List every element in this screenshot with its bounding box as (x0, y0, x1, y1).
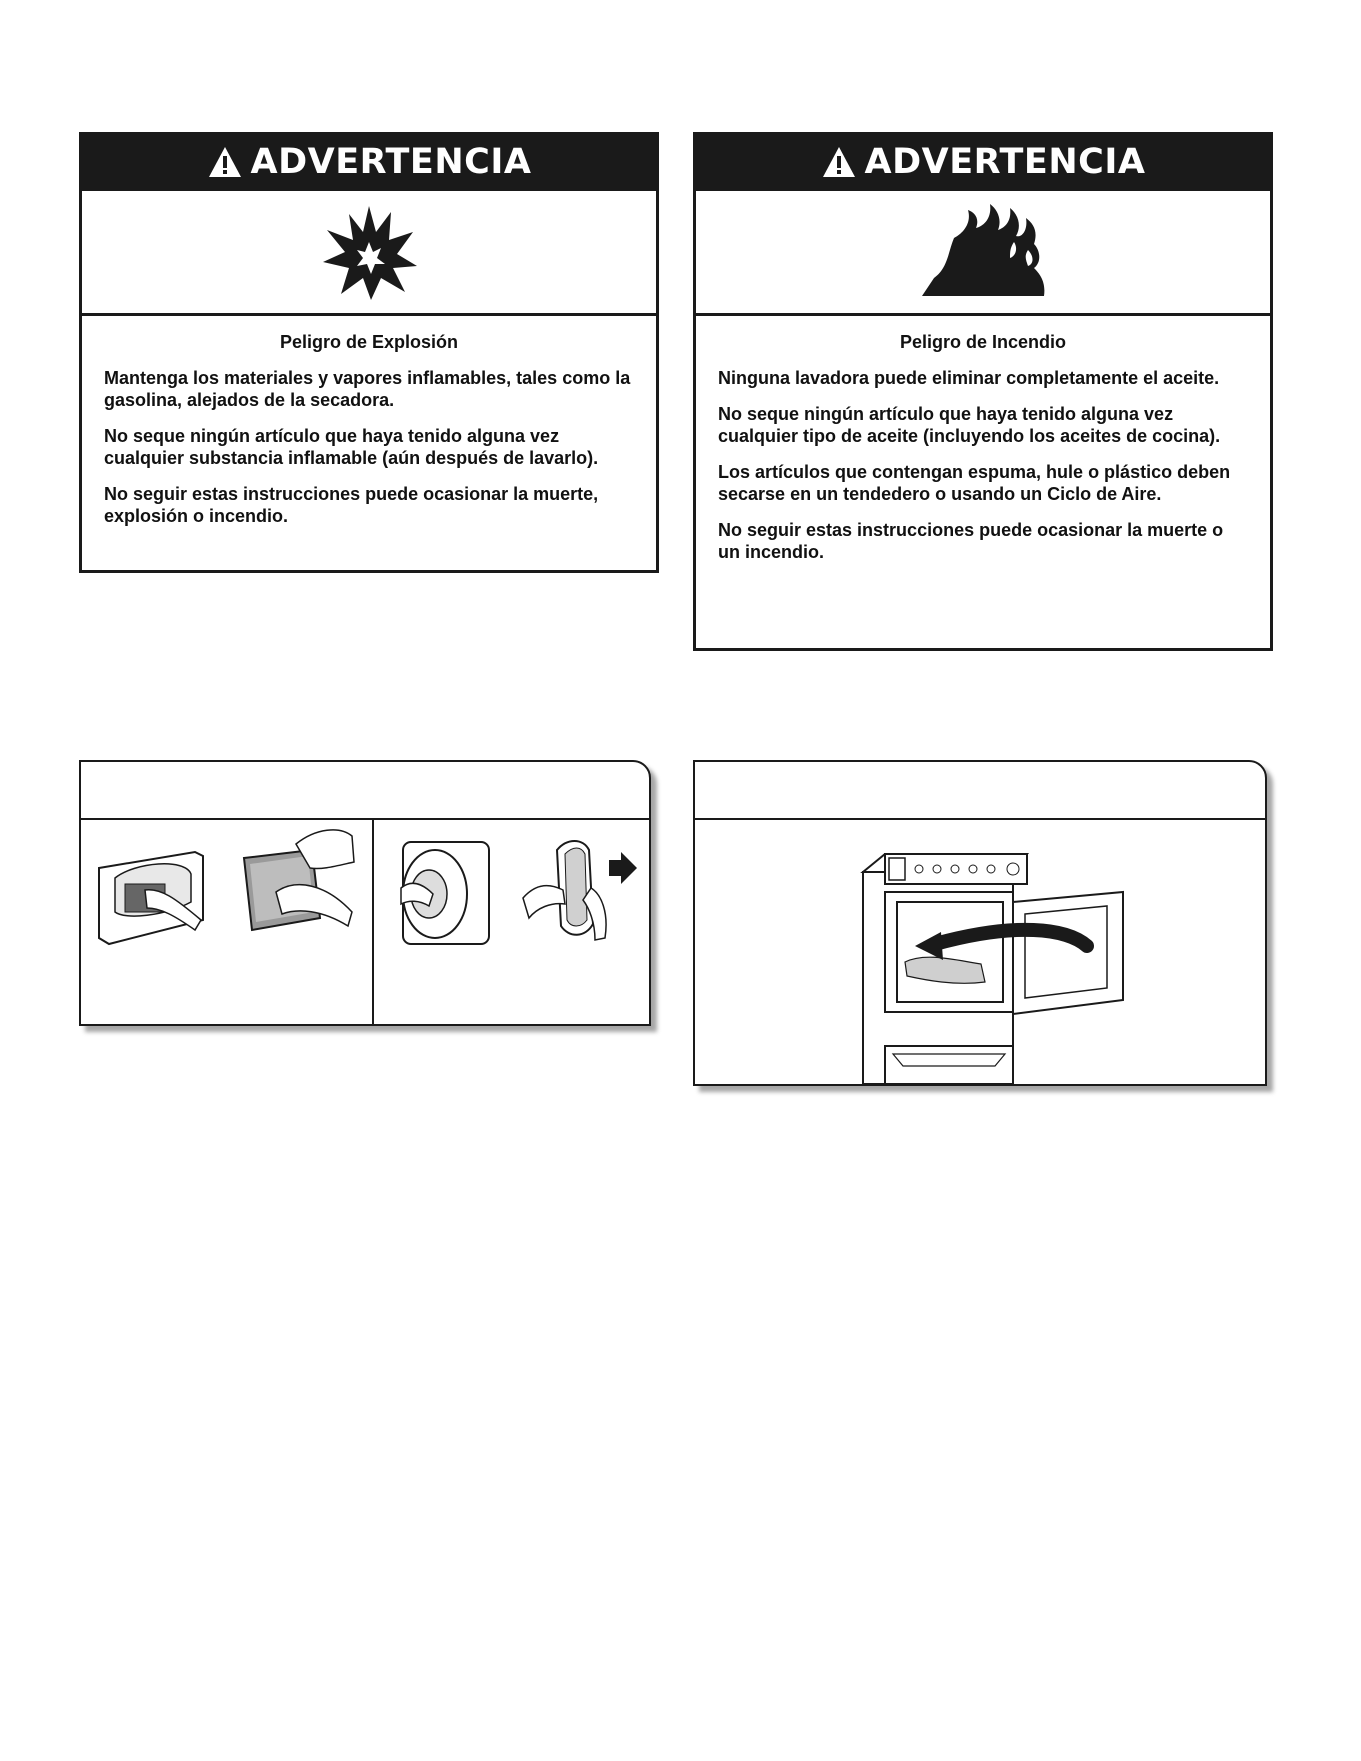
panel-header (81, 762, 649, 820)
lint-screen-cleaning-illustration (236, 822, 356, 952)
warning-paragraph: Ninguna lavadora puede eliminar completamente el aceite. (718, 368, 1220, 388)
stacked-dryer-illustration (855, 852, 1135, 1084)
warning-triangle-icon (207, 145, 243, 179)
warning-paragraph: No seque ningún artículo que haya tenido alguna vez cualquier tipo de aceite (incluyendo los aceites de cocina). (718, 404, 1221, 446)
warning-paragraph: No seque ningún artículo que haya tenido alguna vez cualquier substancia inflamable (aún después de lavarlo). (104, 426, 599, 468)
fire-icon (918, 202, 1048, 302)
warning-paragraph: Los artículos que contengan espuma, hule o plástico deben secarse en un tendedero o usando un Ciclo de Aire. (718, 462, 1231, 504)
lint-screen-removal-illustration (95, 838, 205, 948)
explosion-icon-area (82, 189, 656, 316)
warning-paragraph: Mantenga los materiales y vapores inflamables, tales como la gasolina, alejados de la secadora. (104, 368, 631, 410)
fire-icon-area (696, 189, 1270, 316)
warning-header (82, 135, 656, 189)
warning-box-explosion (79, 132, 659, 573)
warning-paragraph: No seguir estas instrucciones puede ocasionar la muerte o un incendio. (718, 520, 1224, 562)
warning-paragraph: No seguir estas instrucciones puede ocasionar la muerte, explosión o incendio. (104, 484, 599, 526)
warning-subtitle: Peligro de Incendio (899, 332, 1067, 352)
panel-header (695, 762, 1265, 820)
panel-divider (372, 820, 374, 1026)
warning-title: ADVERTENCIA (250, 142, 532, 182)
lint-screen-pull-illustration (521, 828, 641, 958)
warning-body (82, 316, 656, 549)
warning-header (696, 135, 1270, 189)
drum-lint-trap-illustration (399, 838, 495, 950)
warning-box-fire (693, 132, 1273, 651)
warning-body (696, 316, 1270, 585)
warning-title: ADVERTENCIA (864, 142, 1146, 182)
dryer-loading-panel (693, 760, 1267, 1086)
warning-subtitle: Peligro de Explosión (279, 332, 459, 352)
lint-filter-panel (79, 760, 651, 1026)
explosion-icon (319, 202, 419, 302)
warning-triangle-icon (821, 145, 857, 179)
